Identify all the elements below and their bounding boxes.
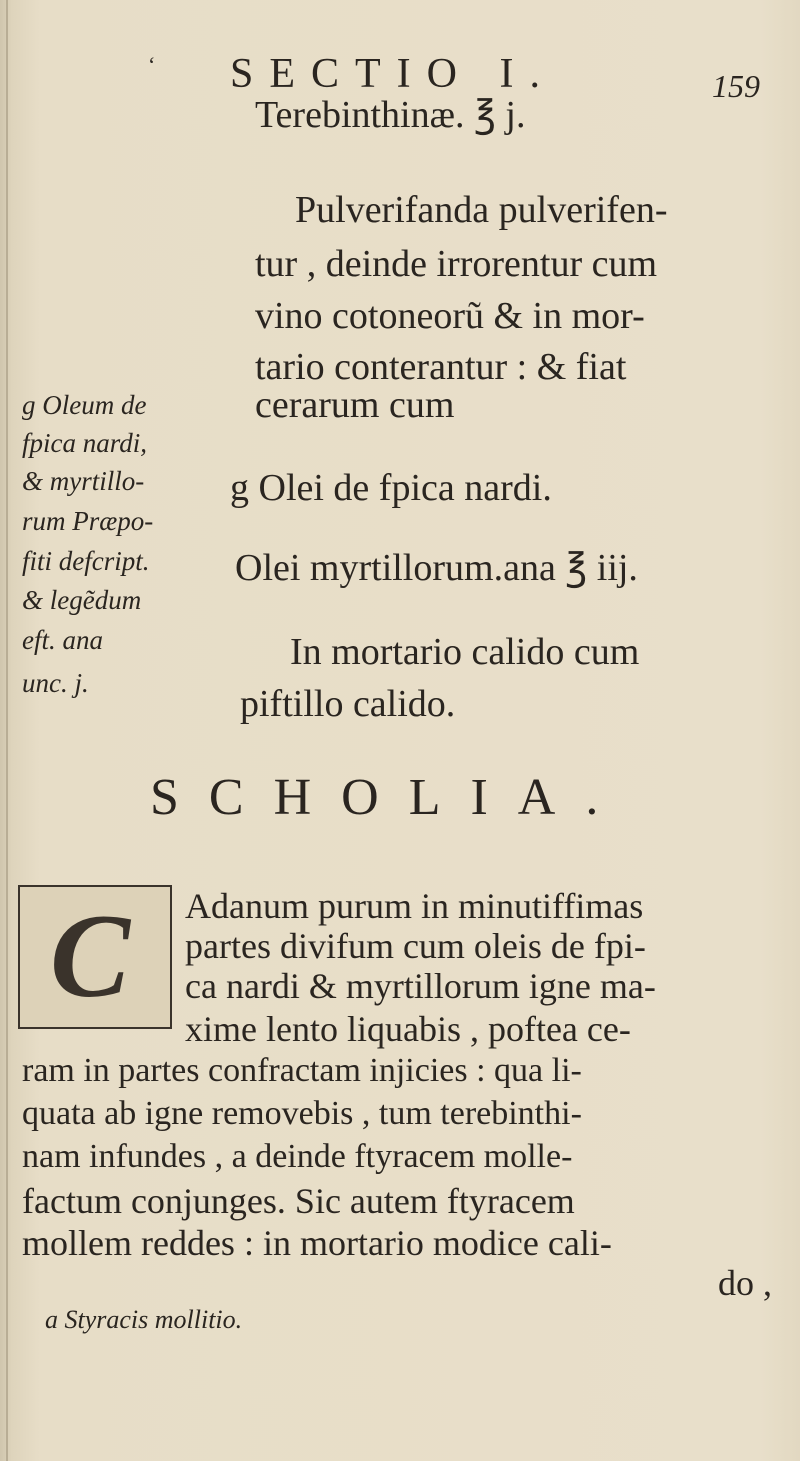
scholia-title: SCHOLIA. — [150, 769, 629, 826]
main-line: In mortario calido cum — [290, 631, 640, 673]
main-line: tur , deinde irrorentur cum — [255, 243, 658, 285]
scholia-line: do , — [718, 1263, 772, 1303]
main-line: Terebinthinæ. ℥ j. — [255, 94, 526, 136]
main-line: cerarum cum — [255, 384, 455, 426]
scholia-line: ca nardi & myrtillorum igne ma- — [185, 966, 656, 1006]
running-head: SECTIO I. — [230, 51, 556, 97]
scholia-line: nam infundes , a deinde ftyracem molle- — [22, 1138, 573, 1175]
side-note-line: rum Præpo- — [22, 506, 154, 536]
page-number: 159 — [712, 68, 760, 104]
main-line: piftillo calido. — [240, 683, 456, 725]
drop-cap-letter: C — [50, 889, 131, 1022]
side-note-line: & legẽdum — [22, 585, 142, 615]
side-note-line: fpica nardi, — [22, 428, 147, 458]
main-line: g Olei de fpica nardi. — [230, 467, 552, 509]
side-note-line: & myrtillo- — [22, 466, 145, 496]
scholia-line: mollem reddes : in mortario modice cali- — [22, 1223, 612, 1263]
main-line: tario conterantur : & fiat — [255, 346, 627, 388]
scholia-line: ram in partes confractam injicies : qua li- — [22, 1052, 582, 1089]
scholia-line: factum conjunges. Sic autem ftyracem — [22, 1181, 575, 1221]
side-note-line: fiti defcript. — [22, 546, 150, 576]
margin-mark: ‘ — [148, 52, 156, 77]
side-note-line: eft. ana — [22, 625, 103, 655]
main-line: Pulverifanda pulverifen- — [295, 189, 668, 231]
scholia-line: Adanum purum in minutiffimas — [185, 886, 644, 926]
drop-cap-ornament — [18, 885, 172, 1029]
side-note-line: unc. j. — [22, 668, 89, 698]
scholia-line: xime lento liquabis , poftea ce- — [185, 1009, 631, 1049]
side-note-line: g Oleum de — [22, 390, 147, 420]
main-line: Olei myrtillorum.ana ℥ iij. — [235, 547, 638, 589]
page-gutter — [6, 0, 8, 1461]
main-line: vino cotoneorũ & in mor- — [255, 295, 645, 337]
footnote: a Styracis mollitio. — [45, 1305, 243, 1334]
scholia-line: quata ab igne removebis , tum terebinthi- — [22, 1095, 582, 1132]
scholia-line: partes divifum cum oleis de fpi- — [185, 926, 646, 966]
